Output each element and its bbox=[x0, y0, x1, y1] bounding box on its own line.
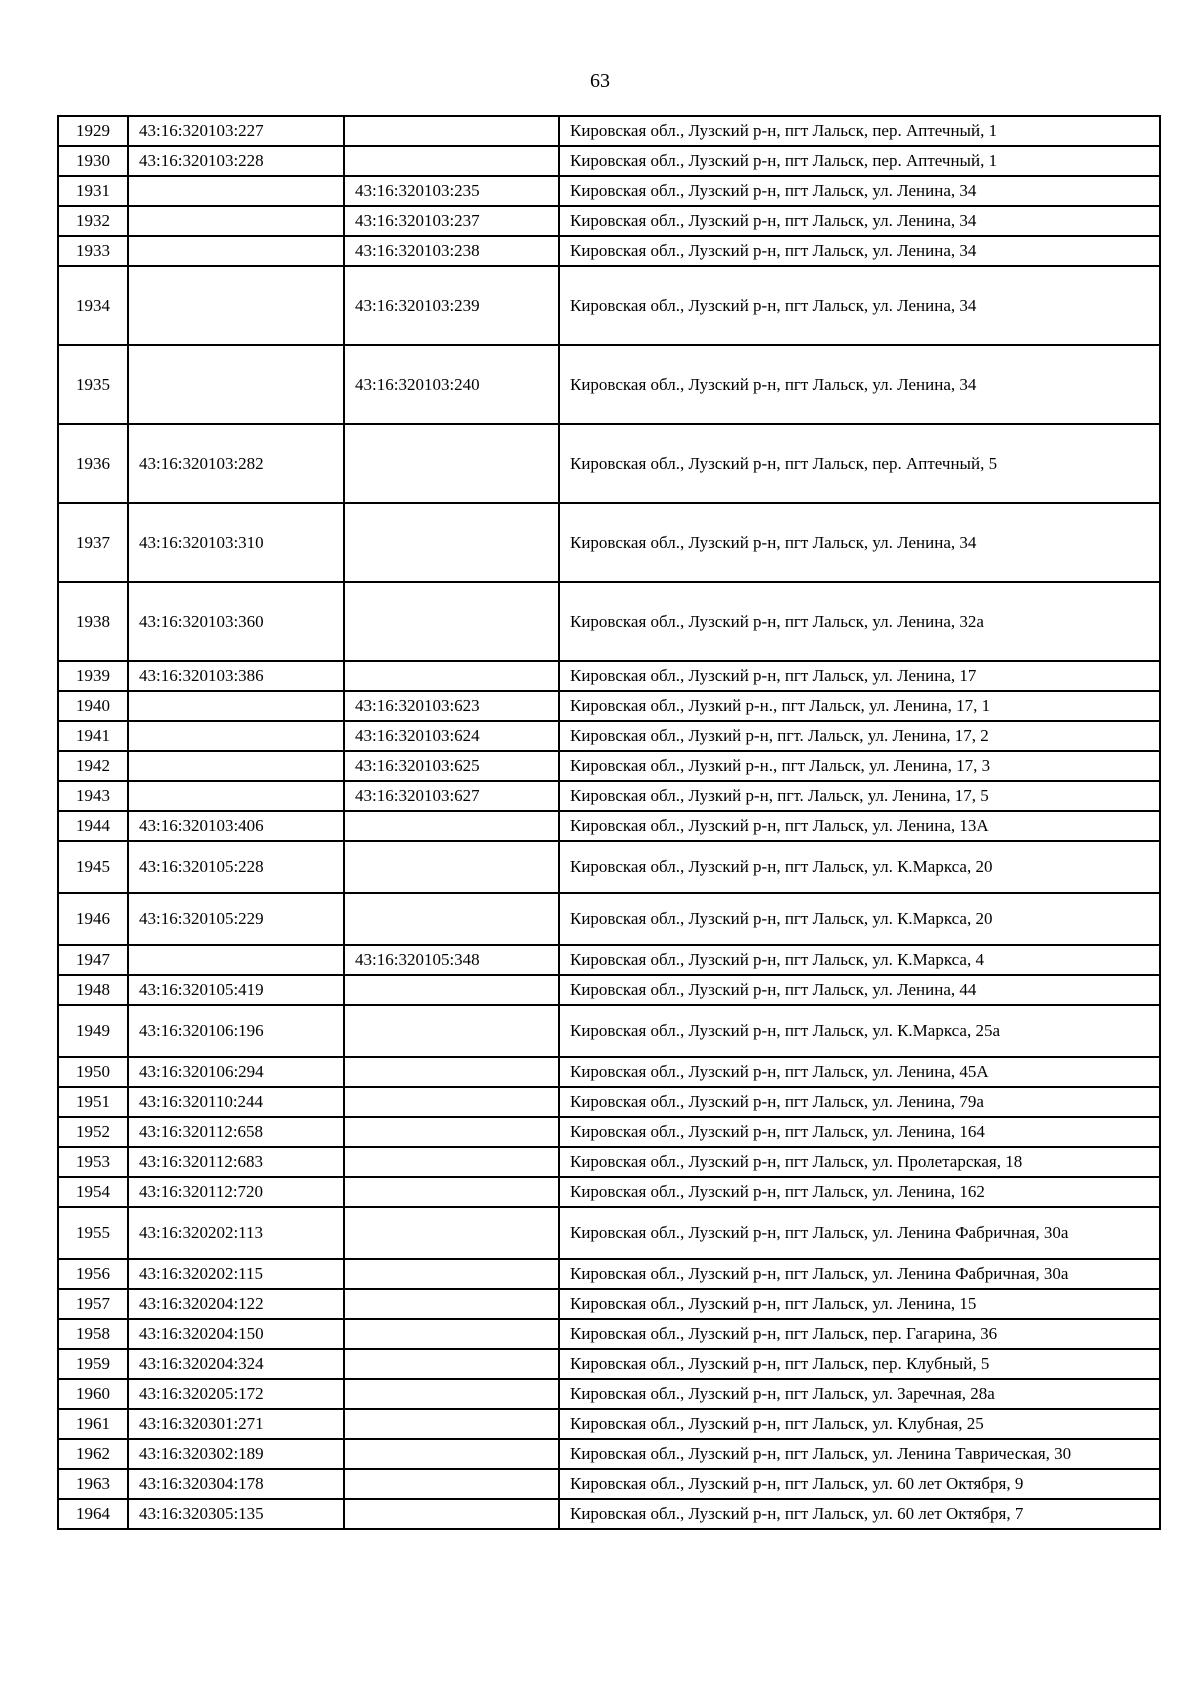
building-cadastral-number-cell bbox=[344, 1005, 559, 1057]
land-cadastral-number-cell: 43:16:320202:115 bbox=[128, 1259, 344, 1289]
land-cadastral-number-cell: 43:16:320205:172 bbox=[128, 1379, 344, 1409]
address-cell: Кировская обл., Лузкий р-н., пгт Лальск, ул. Ленина, 17, 3 bbox=[559, 751, 1160, 781]
land-cadastral-number-cell bbox=[128, 781, 344, 811]
address-cell: Кировская обл., Лузский р-н, пгт Лальск, ул. Ленина, 13А bbox=[559, 811, 1160, 841]
row-number-cell: 1936 bbox=[58, 424, 128, 503]
building-cadastral-number-cell bbox=[344, 1379, 559, 1409]
land-cadastral-number-cell: 43:16:320105:419 bbox=[128, 975, 344, 1005]
table-row bbox=[58, 1409, 1160, 1439]
land-cadastral-number-cell: 43:16:320112:720 bbox=[128, 1177, 344, 1207]
address-cell: Кировская обл., Лузский р-н, пгт Лальск, пер. Аптечный, 5 bbox=[559, 424, 1160, 503]
building-cadastral-number-cell bbox=[344, 424, 559, 503]
address-cell: Кировская обл., Лузский р-н, пгт Лальск, ул. К.Маркса, 4 bbox=[559, 945, 1160, 975]
building-cadastral-number-cell: 43:16:320103:624 bbox=[344, 721, 559, 751]
address-cell: Кировская обл., Лузский р-н, пгт Лальск, пер. Клубный, 5 bbox=[559, 1349, 1160, 1379]
land-cadastral-number-cell: 43:16:320103:360 bbox=[128, 582, 344, 661]
address-cell: Кировская обл., Лузский р-н, пгт Лальск, ул. Заречная, 28а bbox=[559, 1379, 1160, 1409]
row-number-cell: 1964 bbox=[58, 1499, 128, 1529]
land-cadastral-number-cell bbox=[128, 176, 344, 206]
land-cadastral-number-cell bbox=[128, 236, 344, 266]
row-number-cell: 1944 bbox=[58, 811, 128, 841]
building-cadastral-number-cell bbox=[344, 116, 559, 146]
table-row bbox=[58, 582, 1160, 661]
address-cell: Кировская обл., Лузский р-н, пгт Лальск, ул. Ленина, 45А bbox=[559, 1057, 1160, 1087]
row-number-cell: 1942 bbox=[58, 751, 128, 781]
registry-table bbox=[57, 115, 1161, 1530]
building-cadastral-number-cell: 43:16:320103:627 bbox=[344, 781, 559, 811]
land-cadastral-number-cell: 43:16:320202:113 bbox=[128, 1207, 344, 1259]
table-row bbox=[58, 893, 1160, 945]
land-cadastral-number-cell: 43:16:320103:386 bbox=[128, 661, 344, 691]
address-cell: Кировская обл., Лузский р-н, пгт Лальск, пер. Аптечный, 1 bbox=[559, 146, 1160, 176]
row-number-cell: 1949 bbox=[58, 1005, 128, 1057]
address-cell: Кировская обл., Лузский р-н, пгт Лальск, ул. Ленина, 34 bbox=[559, 236, 1160, 266]
land-cadastral-number-cell bbox=[128, 206, 344, 236]
table-row bbox=[58, 1319, 1160, 1349]
address-cell: Кировская обл., Лузский р-н, пгт Лальск, ул. К.Маркса, 20 bbox=[559, 893, 1160, 945]
row-number-cell: 1945 bbox=[58, 841, 128, 893]
row-number-cell: 1938 bbox=[58, 582, 128, 661]
address-cell: Кировская обл., Лузский р-н, пгт Лальск, ул. К.Маркса, 20 bbox=[559, 841, 1160, 893]
table-row bbox=[58, 1147, 1160, 1177]
row-number-cell: 1931 bbox=[58, 176, 128, 206]
table-row bbox=[58, 1117, 1160, 1147]
land-cadastral-number-cell: 43:16:320106:294 bbox=[128, 1057, 344, 1087]
address-cell: Кировская обл., Лузский р-н, пгт Лальск, ул. Ленина, 164 bbox=[559, 1117, 1160, 1147]
table-row bbox=[58, 1057, 1160, 1087]
address-cell: Кировская обл., Лузский р-н, пгт Лальск, ул. Ленина, 17 bbox=[559, 661, 1160, 691]
row-number-cell: 1953 bbox=[58, 1147, 128, 1177]
building-cadastral-number-cell bbox=[344, 1349, 559, 1379]
table-row bbox=[58, 176, 1160, 206]
building-cadastral-number-cell: 43:16:320103:238 bbox=[344, 236, 559, 266]
table-row bbox=[58, 945, 1160, 975]
row-number-cell: 1958 bbox=[58, 1319, 128, 1349]
address-cell: Кировская обл., Лузский р-н, пгт Лальск, ул. Ленина Фабричная, 30а bbox=[559, 1207, 1160, 1259]
building-cadastral-number-cell bbox=[344, 1439, 559, 1469]
address-cell: Кировская обл., Лузский р-н, пгт Лальск, ул. К.Маркса, 25а bbox=[559, 1005, 1160, 1057]
table-row bbox=[58, 661, 1160, 691]
table-row bbox=[58, 811, 1160, 841]
page-number: 63 bbox=[590, 70, 610, 92]
address-cell: Кировская обл., Лузский р-н, пгт Лальск, ул. Ленина, 34 bbox=[559, 176, 1160, 206]
address-cell: Кировская обл., Лузский р-н, пгт Лальск, ул. 60 лет Октября, 9 bbox=[559, 1469, 1160, 1499]
building-cadastral-number-cell bbox=[344, 1207, 559, 1259]
table-row bbox=[58, 116, 1160, 146]
row-number-cell: 1960 bbox=[58, 1379, 128, 1409]
table-row bbox=[58, 1469, 1160, 1499]
building-cadastral-number-cell bbox=[344, 841, 559, 893]
table-row bbox=[58, 1259, 1160, 1289]
land-cadastral-number-cell bbox=[128, 345, 344, 424]
table-row bbox=[58, 206, 1160, 236]
building-cadastral-number-cell bbox=[344, 1469, 559, 1499]
address-cell: Кировская обл., Лузкий р-н, пгт. Лальск, ул. Ленина, 17, 2 bbox=[559, 721, 1160, 751]
land-cadastral-number-cell bbox=[128, 751, 344, 781]
building-cadastral-number-cell: 43:16:320103:239 bbox=[344, 266, 559, 345]
table-row bbox=[58, 1379, 1160, 1409]
address-cell: Кировская обл., Лузский р-н, пгт Лальск, ул. Ленина, 34 bbox=[559, 345, 1160, 424]
land-cadastral-number-cell: 43:16:320204:150 bbox=[128, 1319, 344, 1349]
table-row bbox=[58, 345, 1160, 424]
row-number-cell: 1959 bbox=[58, 1349, 128, 1379]
building-cadastral-number-cell bbox=[344, 146, 559, 176]
land-cadastral-number-cell: 43:16:320204:122 bbox=[128, 1289, 344, 1319]
building-cadastral-number-cell bbox=[344, 1117, 559, 1147]
row-number-cell: 1962 bbox=[58, 1439, 128, 1469]
address-cell: Кировская обл., Лузский р-н, пгт Лальск, ул. Ленина, 162 bbox=[559, 1177, 1160, 1207]
row-number-cell: 1943 bbox=[58, 781, 128, 811]
registry-table-body bbox=[58, 116, 1160, 1529]
row-number-cell: 1948 bbox=[58, 975, 128, 1005]
address-cell: Кировская обл., Лузкий р-н., пгт Лальск, ул. Ленина, 17, 1 bbox=[559, 691, 1160, 721]
building-cadastral-number-cell bbox=[344, 1319, 559, 1349]
row-number-cell: 1930 bbox=[58, 146, 128, 176]
table-row bbox=[58, 975, 1160, 1005]
row-number-cell: 1952 bbox=[58, 1117, 128, 1147]
building-cadastral-number-cell bbox=[344, 1087, 559, 1117]
land-cadastral-number-cell: 43:16:320302:189 bbox=[128, 1439, 344, 1469]
row-number-cell: 1957 bbox=[58, 1289, 128, 1319]
table-row bbox=[58, 781, 1160, 811]
building-cadastral-number-cell bbox=[344, 1289, 559, 1319]
land-cadastral-number-cell: 43:16:320103:310 bbox=[128, 503, 344, 582]
row-number-cell: 1961 bbox=[58, 1409, 128, 1439]
land-cadastral-number-cell bbox=[128, 266, 344, 345]
row-number-cell: 1933 bbox=[58, 236, 128, 266]
row-number-cell: 1934 bbox=[58, 266, 128, 345]
land-cadastral-number-cell: 43:16:320103:227 bbox=[128, 116, 344, 146]
address-cell: Кировская обл., Лузский р-н, пгт Лальск, ул. Ленина Таврическая, 30 bbox=[559, 1439, 1160, 1469]
land-cadastral-number-cell: 43:16:320204:324 bbox=[128, 1349, 344, 1379]
building-cadastral-number-cell: 43:16:320103:623 bbox=[344, 691, 559, 721]
address-cell: Кировская обл., Лузский р-н, пгт Лальск, пер. Гагарина, 36 bbox=[559, 1319, 1160, 1349]
building-cadastral-number-cell bbox=[344, 975, 559, 1005]
address-cell: Кировская обл., Лузский р-н, пгт Лальск, ул. Пролетарская, 18 bbox=[559, 1147, 1160, 1177]
building-cadastral-number-cell: 43:16:320103:237 bbox=[344, 206, 559, 236]
address-cell: Кировская обл., Лузский р-н, пгт Лальск, ул. 60 лет Октября, 7 bbox=[559, 1499, 1160, 1529]
building-cadastral-number-cell bbox=[344, 893, 559, 945]
address-cell: Кировская обл., Лузский р-н, пгт Лальск, ул. Ленина, 34 bbox=[559, 206, 1160, 236]
land-cadastral-number-cell: 43:16:320105:229 bbox=[128, 893, 344, 945]
row-number-cell: 1941 bbox=[58, 721, 128, 751]
row-number-cell: 1935 bbox=[58, 345, 128, 424]
row-number-cell: 1940 bbox=[58, 691, 128, 721]
land-cadastral-number-cell: 43:16:320301:271 bbox=[128, 1409, 344, 1439]
building-cadastral-number-cell bbox=[344, 1177, 559, 1207]
table-row bbox=[58, 424, 1160, 503]
building-cadastral-number-cell bbox=[344, 811, 559, 841]
building-cadastral-number-cell: 43:16:320103:235 bbox=[344, 176, 559, 206]
land-cadastral-number-cell: 43:16:320106:196 bbox=[128, 1005, 344, 1057]
row-number-cell: 1947 bbox=[58, 945, 128, 975]
row-number-cell: 1950 bbox=[58, 1057, 128, 1087]
building-cadastral-number-cell bbox=[344, 503, 559, 582]
land-cadastral-number-cell: 43:16:320103:406 bbox=[128, 811, 344, 841]
row-number-cell: 1963 bbox=[58, 1469, 128, 1499]
row-number-cell: 1955 bbox=[58, 1207, 128, 1259]
building-cadastral-number-cell bbox=[344, 661, 559, 691]
table-row bbox=[58, 691, 1160, 721]
building-cadastral-number-cell bbox=[344, 1259, 559, 1289]
land-cadastral-number-cell: 43:16:320305:135 bbox=[128, 1499, 344, 1529]
land-cadastral-number-cell: 43:16:320105:228 bbox=[128, 841, 344, 893]
table-row bbox=[58, 1087, 1160, 1117]
row-number-cell: 1951 bbox=[58, 1087, 128, 1117]
table-row bbox=[58, 1207, 1160, 1259]
row-number-cell: 1956 bbox=[58, 1259, 128, 1289]
row-number-cell: 1954 bbox=[58, 1177, 128, 1207]
table-row bbox=[58, 1499, 1160, 1529]
address-cell: Кировская обл., Лузский р-н, пгт Лальск, ул. Клубная, 25 bbox=[559, 1409, 1160, 1439]
land-cadastral-number-cell: 43:16:320103:282 bbox=[128, 424, 344, 503]
table-row bbox=[58, 1177, 1160, 1207]
row-number-cell: 1937 bbox=[58, 503, 128, 582]
land-cadastral-number-cell bbox=[128, 721, 344, 751]
building-cadastral-number-cell bbox=[344, 582, 559, 661]
address-cell: Кировская обл., Лузский р-н, пгт Лальск, ул. Ленина, 15 bbox=[559, 1289, 1160, 1319]
land-cadastral-number-cell: 43:16:320103:228 bbox=[128, 146, 344, 176]
building-cadastral-number-cell: 43:16:320103:625 bbox=[344, 751, 559, 781]
building-cadastral-number-cell bbox=[344, 1057, 559, 1087]
land-cadastral-number-cell: 43:16:320112:658 bbox=[128, 1117, 344, 1147]
table-row bbox=[58, 146, 1160, 176]
address-cell: Кировская обл., Лузский р-н, пгт Лальск, ул. Ленина Фабричная, 30а bbox=[559, 1259, 1160, 1289]
row-number-cell: 1939 bbox=[58, 661, 128, 691]
table-row bbox=[58, 1349, 1160, 1379]
table-row bbox=[58, 721, 1160, 751]
building-cadastral-number-cell: 43:16:320103:240 bbox=[344, 345, 559, 424]
address-cell: Кировская обл., Лузкий р-н, пгт. Лальск, ул. Ленина, 17, 5 bbox=[559, 781, 1160, 811]
table-row bbox=[58, 1439, 1160, 1469]
land-cadastral-number-cell bbox=[128, 945, 344, 975]
building-cadastral-number-cell bbox=[344, 1499, 559, 1529]
land-cadastral-number-cell: 43:16:320304:178 bbox=[128, 1469, 344, 1499]
building-cadastral-number-cell bbox=[344, 1147, 559, 1177]
address-cell: Кировская обл., Лузский р-н, пгт Лальск, ул. Ленина, 44 bbox=[559, 975, 1160, 1005]
row-number-cell: 1932 bbox=[58, 206, 128, 236]
table-row bbox=[58, 751, 1160, 781]
row-number-cell: 1946 bbox=[58, 893, 128, 945]
row-number-cell: 1929 bbox=[58, 116, 128, 146]
land-cadastral-number-cell: 43:16:320110:244 bbox=[128, 1087, 344, 1117]
table-row bbox=[58, 266, 1160, 345]
address-cell: Кировская обл., Лузский р-н, пгт Лальск, ул. Ленина, 79а bbox=[559, 1087, 1160, 1117]
building-cadastral-number-cell: 43:16:320105:348 bbox=[344, 945, 559, 975]
table-row bbox=[58, 1289, 1160, 1319]
address-cell: Кировская обл., Лузский р-н, пгт Лальск, ул. Ленина, 32а bbox=[559, 582, 1160, 661]
land-cadastral-number-cell: 43:16:320112:683 bbox=[128, 1147, 344, 1177]
table-row bbox=[58, 236, 1160, 266]
table-row bbox=[58, 841, 1160, 893]
address-cell: Кировская обл., Лузский р-н, пгт Лальск, ул. Ленина, 34 bbox=[559, 503, 1160, 582]
table-row bbox=[58, 1005, 1160, 1057]
address-cell: Кировская обл., Лузский р-н, пгт Лальск, пер. Аптечный, 1 bbox=[559, 116, 1160, 146]
land-cadastral-number-cell bbox=[128, 691, 344, 721]
building-cadastral-number-cell bbox=[344, 1409, 559, 1439]
address-cell: Кировская обл., Лузский р-н, пгт Лальск, ул. Ленина, 34 bbox=[559, 266, 1160, 345]
table-row bbox=[58, 503, 1160, 582]
